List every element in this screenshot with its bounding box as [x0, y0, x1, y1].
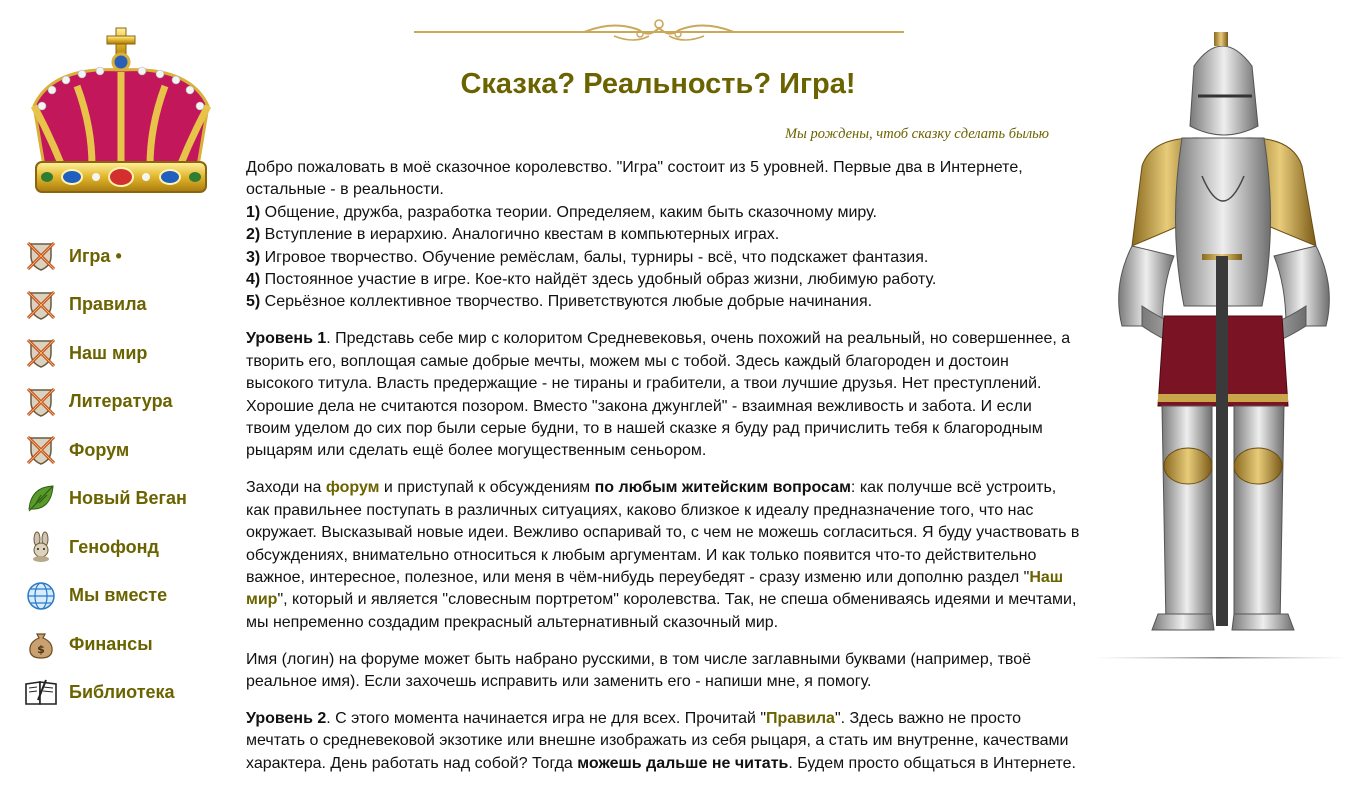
forum-bold: по любым житейским вопросам	[594, 479, 851, 497]
level-num: 4)	[246, 271, 261, 289]
nav-item-igra[interactable]	[24, 232, 234, 281]
level-text: Игровое творчество. Обучение ремёслам, балы, турниры - всё, что подскажет фантазия.	[260, 248, 929, 266]
level2-text: ". Здесь важно не просто мечтать о средневековой экзотике или внешне изображать из себя рыцаря, а стать им внутренне, качествами характера. День работать над собой? Тогда	[246, 709, 1069, 772]
nav-item-genofond[interactable]	[24, 523, 234, 572]
nav-label: Литература	[69, 391, 173, 412]
main-nav	[24, 232, 234, 717]
ornament-divider	[414, 16, 904, 44]
crown-logo[interactable]	[22, 26, 220, 200]
intro-paragraph	[246, 157, 1080, 314]
nav-label: Финансы	[69, 633, 153, 654]
forum-paragraph	[246, 477, 1080, 634]
nash-mir-link[interactable]: Наш мир	[246, 568, 1064, 609]
nav-item-forum[interactable]	[24, 426, 234, 475]
forum-link[interactable]: форум	[325, 479, 380, 497]
nav-item-biblioteka[interactable]	[24, 669, 234, 718]
level-text: Серьёзное коллективное творчество. Приветствуются любые добрые начинания.	[260, 293, 873, 311]
nav-label: Форум	[69, 439, 130, 460]
leaf-icon	[24, 482, 58, 516]
nav-item-novyi-vegan[interactable]	[24, 475, 234, 524]
page-title: Сказка? Реальность? Игра!	[460, 68, 856, 100]
forum-text: ", который и является "словесным портретом" королевства. Так, не спеша обмениваясь идеями и мечтами, мы непременно создадим прекрасный альтернативный сказочный мир.	[246, 591, 1077, 631]
intro-text: Добро пожаловать в моё сказочное королевство. "Игра" состоит из 5 уровней. Первые два в Интернете, остальные - в реальности.	[246, 159, 1023, 199]
level2-text: . Будем просто общаться в Интернете.	[788, 754, 1076, 772]
shield-swords-icon	[24, 336, 58, 370]
nav-label: Генофонд	[69, 536, 159, 557]
level2-text: . С этого момента начинается игра не для всех. Прочитай "	[326, 709, 767, 727]
right-divider	[1094, 656, 1348, 660]
nav-item-my-vmeste[interactable]	[24, 572, 234, 621]
level1-text: . Представь себе мир с колоритом Средневековья, очень похожий на реальный, но совершеннее, а творить его, воплощая самые добрые мечты, можем мы с тобой. Здесь каждый благороден и достоин высокого титула. Власть предержащие - не тираны и грабители, а твои лучшие друзья. Нет преступлений. Хорошие дела не считаются позором. Вместо "закона джунглей" - взаимная вежливость и забота. И если твоим уделом до сих пор были серые будни, то в нашей сказке я буду рад причислить тебя к благородным рыцарям или сделать ещё более могущественным сеньором.	[246, 330, 1071, 460]
level1-label: Уровень 1	[246, 330, 327, 348]
level2-label: Уровень 2	[246, 709, 327, 727]
nav-item-literatura[interactable]	[24, 378, 234, 427]
level-num: 5)	[246, 293, 261, 311]
nav-item-nash-mir[interactable]	[24, 329, 234, 378]
level2-bold: можешь дальше не читать	[577, 754, 789, 772]
nav-label: Наш мир	[69, 342, 148, 363]
forum-text: Заходи на	[246, 479, 326, 497]
nav-label: Мы вместе	[69, 585, 168, 606]
nav-label: Новый Веган	[69, 488, 187, 509]
rabbit-icon	[24, 530, 58, 564]
nav-label: Библиотека	[69, 682, 175, 703]
level-num: 3)	[246, 248, 261, 266]
svg-text:$: $	[37, 643, 45, 657]
forum-text: : как получше всё устроить, как правильнее поступать в различных ситуациях, каково близкое к идеалу предназначение того, что нас окружает. Высказывай новые идеи. Вежливо оспаривай то, с чем не можешь согласиться. Я буду участвовать в обсуждениях, внимательно относиться к любым аргументам. И как только появится что-то действительно важное, интересное, полезное, или меня в чём-нибудь переубедят - сразу изменю или дополню раздел "	[246, 479, 1080, 586]
level-num: 2)	[246, 226, 261, 244]
shield-swords-icon	[24, 385, 58, 419]
login-paragraph: Имя (логин) на форуме может быть набрано русскими, в том числе заглавными буквами (например, твоё реальное имя). Если захочешь исправить или заменить его - напиши мне, я помогу.	[246, 650, 1032, 691]
level-text: Постоянное участие в игре. Кое-кто найдёт здесь удобный образ жизни, любимую работу.	[260, 271, 937, 289]
level-num: 1)	[246, 203, 261, 221]
nav-label: Игра •	[69, 245, 122, 266]
level1-paragraph	[246, 328, 1080, 462]
money-bag-icon	[24, 627, 58, 661]
nav-item-pravila[interactable]	[24, 281, 234, 330]
pravila-link[interactable]: Правила	[766, 709, 835, 727]
page-motto: Мы рождены, чтоб сказку сделать былью	[784, 126, 1049, 142]
shield-swords-icon	[24, 288, 58, 322]
nav-label: Правила	[69, 294, 147, 315]
level2-paragraph	[246, 708, 1080, 775]
globe-icon	[24, 579, 58, 613]
book-icon	[24, 676, 58, 710]
level-text: Вступление в иерархию. Аналогично квестам в компьютерных играх.	[260, 226, 780, 244]
knight-armor-image	[1102, 26, 1346, 638]
forum-text: и приступай к обсуждениям	[379, 479, 595, 497]
shield-swords-icon	[24, 239, 58, 273]
shield-swords-icon	[24, 433, 58, 467]
level-text: Общение, дружба, разработка теории. Определяем, каким быть сказочному миру.	[260, 203, 877, 221]
main-content	[246, 157, 1080, 790]
nav-item-finansy[interactable]	[24, 620, 234, 669]
